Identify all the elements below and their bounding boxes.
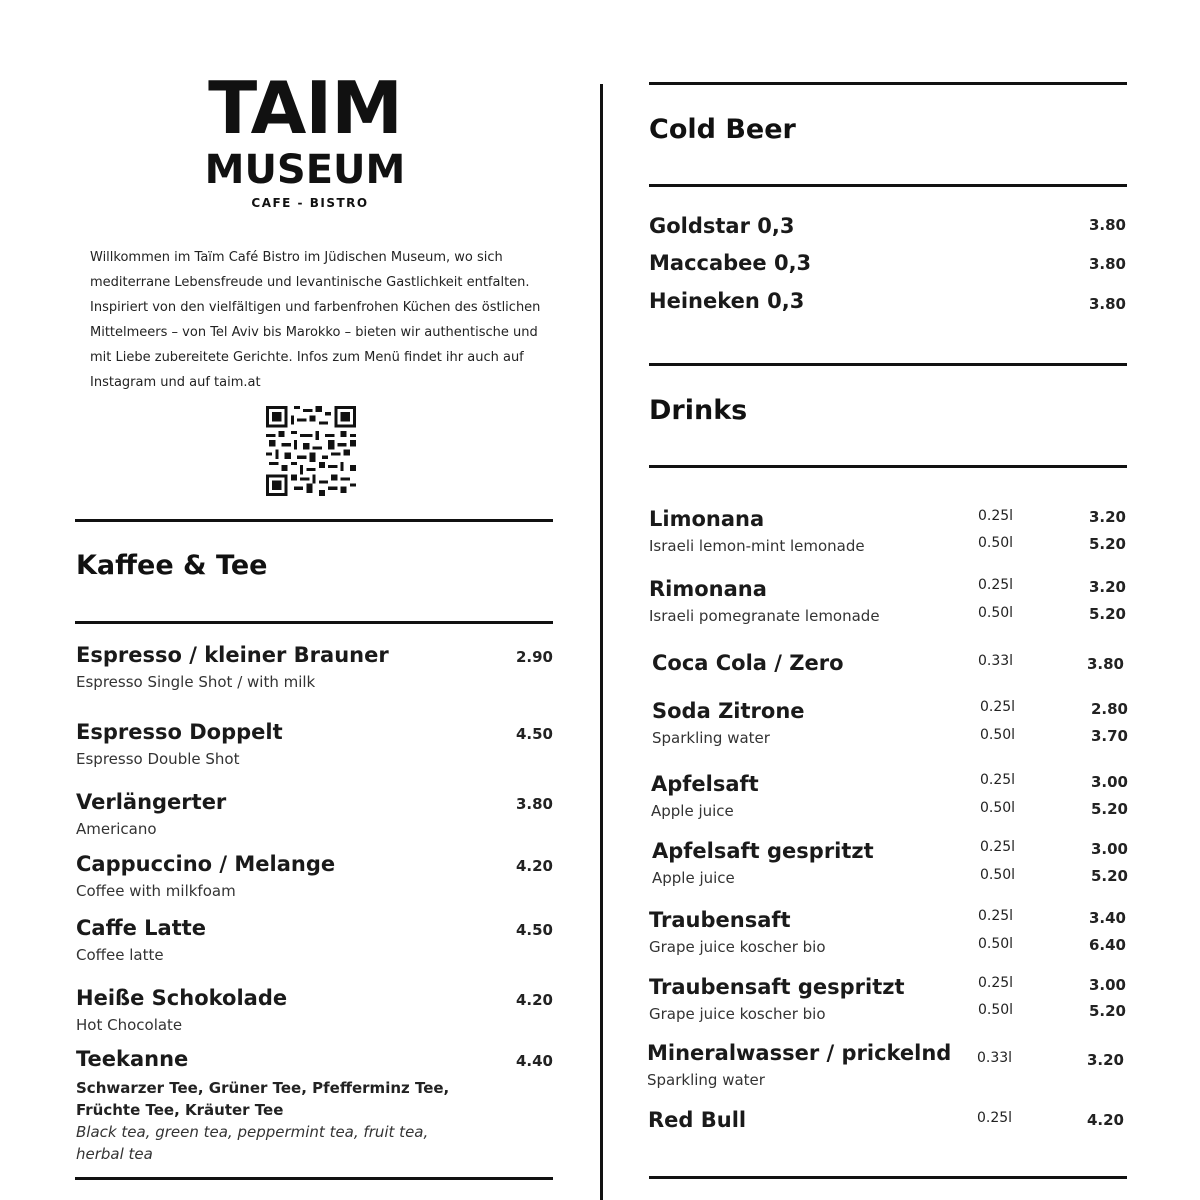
menu-item-desc: Israeli pomegranate lemonade [649, 607, 880, 625]
menu-item-desc: Hot Chocolate [76, 1016, 183, 1034]
menu-item-price: 5.20 [1090, 867, 1128, 885]
menu-item-price: 4.50 [515, 725, 553, 743]
menu-item-price: 3.80 [1088, 216, 1126, 234]
menu-item-name: Apfelsaft [651, 772, 759, 796]
menu-item-price: 5.20 [1088, 535, 1126, 553]
menu-item-name: Mineralwasser / prickelnd [647, 1041, 952, 1065]
menu-item-desc: Americano [76, 820, 157, 838]
menu-item-name: Limonana [649, 507, 765, 531]
divider [649, 363, 1127, 366]
menu-item-size: 0.25l [978, 908, 1014, 924]
menu-item-size: 0.50l [978, 605, 1014, 621]
menu-item-price: 6.40 [1088, 936, 1126, 954]
menu-item-name: Rimonana [649, 577, 767, 601]
menu-item-size: 0.25l [978, 577, 1014, 593]
divider [75, 621, 553, 624]
menu-item-price: 3.20 [1088, 508, 1126, 526]
menu-item-price: 3.00 [1090, 773, 1128, 791]
menu-item-desc: Israeli lemon-mint lemonade [649, 537, 865, 555]
menu-item-name: Goldstar 0,3 [649, 214, 795, 238]
menu-item-name: Cappuccino / Melange [76, 852, 336, 876]
divider [649, 1176, 1127, 1179]
menu-item-size: 0.50l [978, 1002, 1014, 1018]
divider [649, 82, 1127, 85]
menu-item-desc: Espresso Single Shot / with milk [76, 673, 316, 691]
menu-item-price: 2.90 [515, 648, 553, 666]
menu-item-price: 3.80 [1086, 655, 1124, 673]
logo-line-1: TAIM [208, 66, 402, 150]
menu-item-desc: Espresso Double Shot [76, 750, 240, 768]
logo-tagline: CAFE - BISTRO [251, 196, 369, 210]
section-title-beer: Cold Beer [649, 114, 796, 145]
menu-item-desc: Grape juice koscher bio [649, 1005, 826, 1023]
divider [649, 184, 1127, 187]
menu-item-name: Espresso Doppelt [76, 720, 283, 744]
menu-item-price: 3.80 [1088, 295, 1126, 313]
menu-item-price: 3.80 [515, 795, 553, 813]
menu-item-desc: Apple juice [652, 869, 735, 887]
menu-item-size: 0.33l [978, 653, 1014, 669]
menu-item-name: Heiße Schokolade [76, 986, 288, 1010]
menu-item-price: 4.20 [515, 857, 553, 875]
menu-item-name: Soda Zitrone [652, 699, 805, 723]
menu-item-name: Teekanne [76, 1047, 189, 1071]
menu-item-name: Caffe Latte [76, 916, 207, 940]
menu-item-name: Red Bull [648, 1108, 747, 1132]
menu-item-name: Heineken 0,3 [649, 289, 805, 313]
menu-item-price: 5.20 [1088, 1002, 1126, 1020]
menu-item-size: 0.33l [977, 1050, 1013, 1066]
menu-item-size: 0.25l [980, 699, 1016, 715]
menu-item-price: 3.80 [1088, 255, 1126, 273]
logo [160, 66, 450, 215]
menu-item-size: 0.25l [980, 839, 1016, 855]
menu-item-desc: Coffee with milkfoam [76, 882, 236, 900]
menu-item-price: 3.00 [1088, 976, 1126, 994]
divider [649, 465, 1127, 468]
menu-item-desc: Apple juice [651, 802, 734, 820]
menu-item-price: 3.00 [1090, 840, 1128, 858]
menu-item-price: 3.20 [1086, 1051, 1124, 1069]
menu-item-price: 5.20 [1088, 605, 1126, 623]
menu-item-price: 3.40 [1088, 909, 1126, 927]
menu-item-name: Verlängerter [76, 790, 227, 814]
menu-item-name: Coca Cola / Zero [652, 651, 844, 675]
menu-item-size: 0.25l [978, 975, 1014, 991]
column-divider [600, 84, 603, 1200]
menu-item-price: 4.40 [515, 1052, 553, 1070]
menu-item-name: Traubensaft gespritzt [649, 975, 905, 999]
menu-item-price: 4.20 [1086, 1111, 1124, 1129]
menu-item-desc: Schwarzer Tee, Grüner Tee, Pfefferminz Tee, Früchte Tee, Kräuter Tee [76, 1079, 450, 1119]
logo-line-2: MUSEUM [204, 147, 406, 193]
menu-item-price: 5.20 [1090, 800, 1128, 818]
menu-item-price: 3.70 [1090, 727, 1128, 745]
menu-item-name: Apfelsaft gespritzt [652, 839, 874, 863]
menu-item-name: Traubensaft [649, 908, 791, 932]
menu-item-size: 0.25l [978, 508, 1014, 524]
qr-code-icon[interactable] [266, 406, 356, 496]
section-title-drinks: Drinks [649, 395, 748, 426]
menu-item-size: 0.50l [980, 867, 1016, 883]
menu-item-size: 0.50l [978, 535, 1014, 551]
menu-item-price: 4.50 [515, 921, 553, 939]
menu-item-desc: Grape juice koscher bio [649, 938, 826, 956]
menu-item-size: 0.25l [980, 772, 1016, 788]
menu-item-desc-english: Black tea, green tea, peppermint tea, fruit tea, herbal tea [76, 1123, 429, 1163]
menu-item-size: 0.25l [977, 1110, 1013, 1126]
divider [75, 1177, 553, 1180]
menu-item-price: 4.20 [515, 991, 553, 1009]
intro-text: Willkommen im Taïm Café Bistro im Jüdischen Museum, wo sich mediterrane Lebensfreude und levantinische Gastlichkeit entfalten. Inspiriert von den vielfältigen und farbenfrohen Küchen des östlichen Mittelmeers – von Tel Aviv bis Marokko – bieten wir authentische und mit Liebe zubereitete Gerichte. Infos zum Menü findet ihr auch auf Instagram und auf taim.at [90, 250, 541, 390]
menu-item-name: Espresso / kleiner Brauner [76, 643, 389, 667]
divider [75, 519, 553, 522]
section-title-kaffee: Kaffee & Tee [76, 550, 268, 581]
menu-item-desc: Sparkling water [652, 729, 770, 747]
menu-item-size: 0.50l [980, 727, 1016, 743]
menu-item-price: 3.20 [1088, 578, 1126, 596]
menu-item-desc: Coffee latte [76, 946, 164, 964]
menu-item-price: 2.80 [1090, 700, 1128, 718]
menu-item-desc: Sparkling water [647, 1071, 765, 1089]
menu-item-name: Maccabee 0,3 [649, 251, 812, 275]
menu-item-size: 0.50l [980, 800, 1016, 816]
menu-item-size: 0.50l [978, 936, 1014, 952]
